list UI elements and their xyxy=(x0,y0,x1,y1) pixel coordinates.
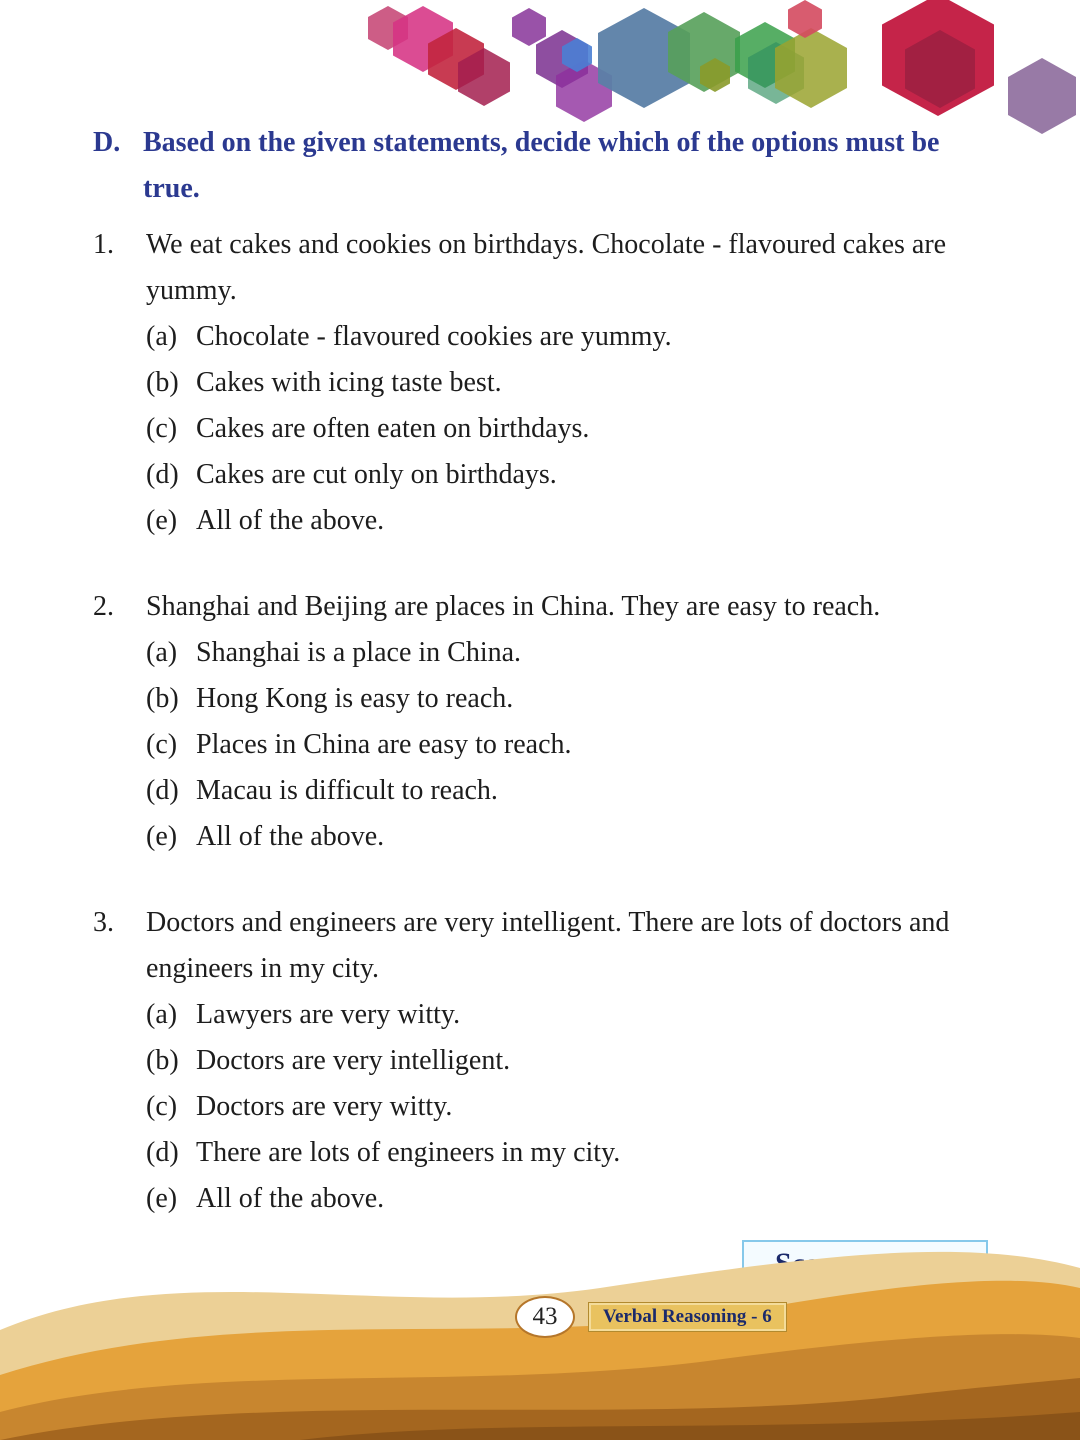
option-text: Shanghai is a place in China. xyxy=(196,637,522,668)
option-text: All of the above. xyxy=(196,821,385,852)
option-letter: (c) xyxy=(146,729,178,760)
question-number: 2. xyxy=(93,591,114,622)
option-c xyxy=(146,1084,993,1130)
question-statement: Shanghai and Beijing are places in China. They are easy to reach. xyxy=(146,591,881,622)
option-text: Chocolate - flavoured cookies are yummy. xyxy=(196,321,672,352)
option-c xyxy=(146,722,993,768)
option-e xyxy=(146,498,993,544)
question-list xyxy=(93,222,993,1222)
option-letter: (a) xyxy=(146,321,178,352)
option-letter: (c) xyxy=(146,1091,178,1122)
question-number: 3. xyxy=(93,907,114,938)
question-3 xyxy=(93,900,993,1222)
hexagon-shape xyxy=(512,8,546,46)
section-title: Based on the given statements, decide which of the options must be true. xyxy=(143,127,940,204)
option-letter: (a) xyxy=(146,999,178,1030)
page-content xyxy=(93,120,993,1222)
option-letter: (d) xyxy=(146,775,179,806)
option-b xyxy=(146,360,993,406)
option-letter: (d) xyxy=(146,1137,179,1168)
option-d xyxy=(146,768,993,814)
option-text: Cakes with icing taste best. xyxy=(196,367,502,398)
option-list xyxy=(146,630,993,860)
option-b xyxy=(146,1038,993,1084)
option-letter: (b) xyxy=(146,367,179,398)
section-letter: D. xyxy=(93,127,121,158)
option-text: Doctors are very witty. xyxy=(196,1091,453,1122)
option-a xyxy=(146,992,993,1038)
option-text: Cakes are cut only on birthdays. xyxy=(196,459,557,490)
option-text: Macau is difficult to reach. xyxy=(196,775,498,806)
option-text: Lawyers are very witty. xyxy=(196,999,461,1030)
option-list xyxy=(146,314,993,544)
option-text: Places in China are easy to reach. xyxy=(196,729,572,760)
option-e xyxy=(146,814,993,860)
footer xyxy=(0,1292,1080,1352)
option-text: All of the above. xyxy=(196,505,385,536)
option-text: All of the above. xyxy=(196,1183,385,1214)
option-letter: (e) xyxy=(146,821,178,852)
option-c xyxy=(146,406,993,452)
option-letter: (e) xyxy=(146,505,178,536)
option-letter: (b) xyxy=(146,1045,179,1076)
page-number-badge xyxy=(515,1296,575,1338)
option-a xyxy=(146,630,993,676)
option-letter: (e) xyxy=(146,1183,178,1214)
option-letter: (a) xyxy=(146,637,178,668)
question-statement: We eat cakes and cookies on birthdays. Chocolate - flavoured cakes are yummy. xyxy=(146,229,947,306)
option-d xyxy=(146,1130,993,1176)
section-header xyxy=(93,120,993,212)
question-statement: Doctors and engineers are very intelligent. There are lots of doctors and engineers in my city. xyxy=(146,907,950,984)
option-d xyxy=(146,452,993,498)
option-letter: (d) xyxy=(146,459,179,490)
book-title: Verbal Reasoning - 6 xyxy=(603,1306,772,1327)
option-text: Doctors are very intelligent. xyxy=(196,1045,511,1076)
option-text: There are lots of engineers in my city. xyxy=(196,1137,621,1168)
option-b xyxy=(146,676,993,722)
question-2 xyxy=(93,584,993,860)
option-a xyxy=(146,314,993,360)
question-number: 1. xyxy=(93,229,114,260)
option-letter: (c) xyxy=(146,413,178,444)
option-text: Hong Kong is easy to reach. xyxy=(196,683,514,714)
hexagon-shape xyxy=(1008,58,1076,134)
option-letter: (b) xyxy=(146,683,179,714)
option-text: Cakes are often eaten on birthdays. xyxy=(196,413,590,444)
question-1 xyxy=(93,222,993,544)
book-title-banner xyxy=(588,1302,787,1332)
page-number: 43 xyxy=(532,1303,558,1330)
